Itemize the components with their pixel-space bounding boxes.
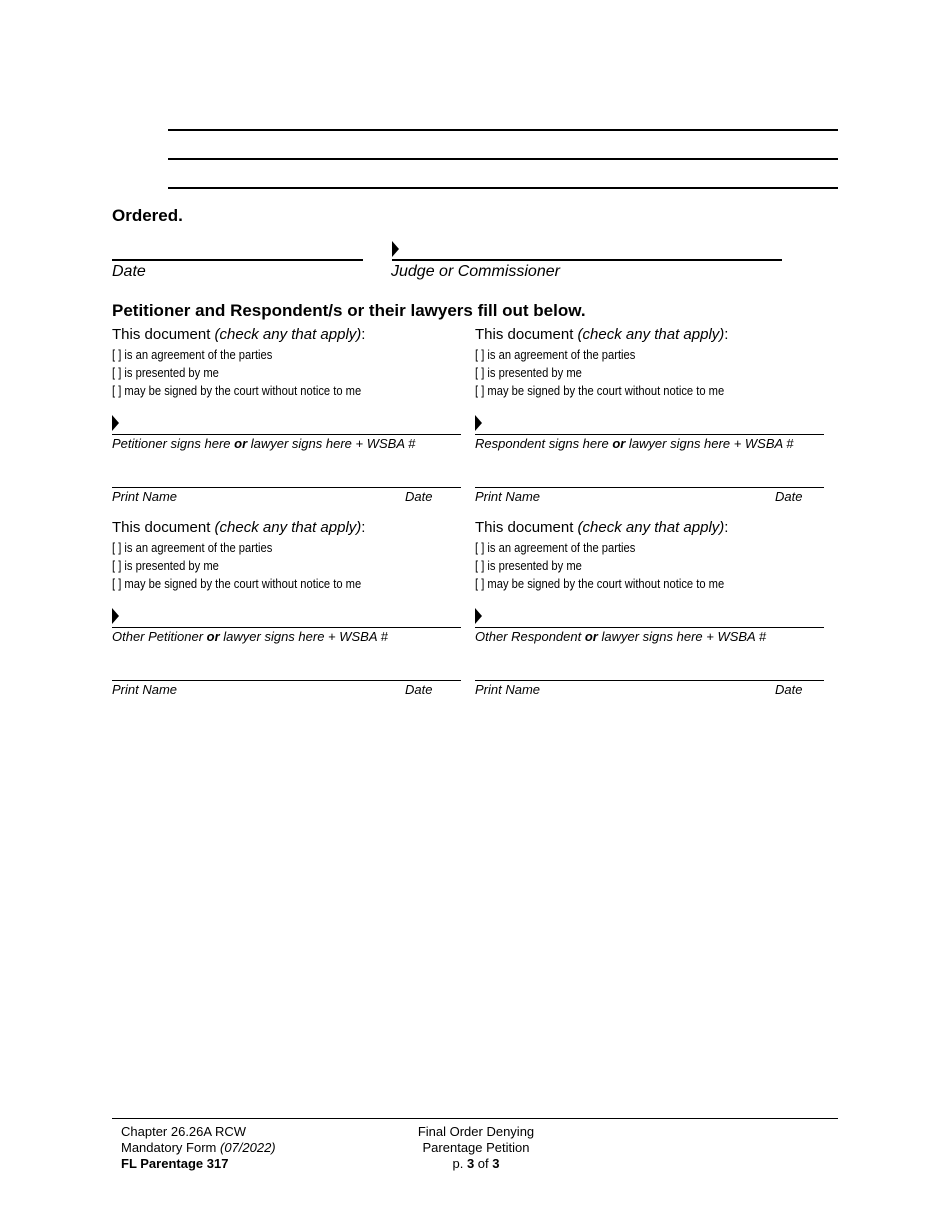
signature-marker-icon [112, 415, 119, 431]
print-name-label: Print Name [475, 489, 541, 504]
signature-line[interactable] [475, 434, 824, 435]
checkbox-option[interactable]: [ ] is presented by me [475, 558, 582, 573]
footer-form-id: FL Parentage 317 [121, 1156, 229, 1171]
date-label: Date [405, 489, 433, 504]
footer-divider [112, 1118, 838, 1119]
footer-chapter: Chapter 26.26A RCW [121, 1124, 247, 1139]
checkbox-option[interactable]: [ ] may be signed by the court without notice to me [112, 576, 362, 591]
checkbox-option[interactable]: [ ] may be signed by the court without notice to me [475, 383, 725, 398]
signature-line[interactable] [112, 434, 461, 435]
print-name-label: Print Name [112, 682, 178, 697]
footer-center [376, 1124, 576, 1172]
signature-marker-icon [112, 608, 119, 624]
checkbox-option[interactable]: [ ] is an agreement of the parties [112, 347, 273, 362]
signature-marker-icon [475, 608, 482, 624]
footer-page: p. 3 of 3 [452, 1156, 500, 1171]
checkbox-option[interactable]: [ ] is an agreement of the parties [475, 347, 636, 362]
signature-marker-icon [475, 415, 482, 431]
document-intro: This document (check any that apply): [475, 519, 729, 536]
date-label: Date [775, 682, 803, 697]
checkbox-option[interactable]: [ ] is presented by me [475, 365, 582, 380]
footer-title-1: Final Order Denying [417, 1124, 535, 1139]
checkbox-option[interactable]: [ ] may be signed by the court without notice to me [112, 383, 362, 398]
print-name-line[interactable] [112, 487, 461, 488]
checkbox-option[interactable]: [ ] is an agreement of the parties [475, 540, 636, 555]
judge-label: Judge or Commissioner [391, 263, 560, 280]
print-name-label: Print Name [475, 682, 541, 697]
signature-label: Respondent signs here or lawyer signs here + WSBA # [475, 436, 794, 451]
checkbox-option[interactable]: [ ] is presented by me [112, 558, 219, 573]
signature-label: Other Respondent or lawyer signs here + WSBA # [475, 629, 767, 644]
signature-label: Other Petitioner or lawyer signs here + WSBA # [112, 629, 388, 644]
signature-label: Petitioner signs here or lawyer signs here + WSBA # [112, 436, 416, 451]
signature-line[interactable] [475, 627, 824, 628]
footer-mandatory: Mandatory Form (07/2022) [121, 1140, 276, 1155]
judge-signature-line[interactable] [392, 259, 782, 261]
date-label: Date [112, 263, 146, 280]
checkbox-option[interactable]: [ ] is an agreement of the parties [112, 540, 273, 555]
print-name-line[interactable] [475, 680, 824, 681]
document-intro: This document (check any that apply): [112, 326, 366, 343]
checkbox-option[interactable]: [ ] is presented by me [112, 365, 219, 380]
checkbox-option[interactable]: [ ] may be signed by the court without notice to me [475, 576, 725, 591]
parties-heading: Petitioner and Respondent/s or their lawyers fill out below. [112, 301, 586, 320]
date-label: Date [405, 682, 433, 697]
print-name-label: Print Name [112, 489, 178, 504]
document-intro: This document (check any that apply): [475, 326, 729, 343]
print-name-line[interactable] [112, 680, 461, 681]
signature-line[interactable] [112, 627, 461, 628]
fill-line-2[interactable] [168, 158, 838, 160]
fill-line-3[interactable] [168, 187, 838, 189]
judge-signature-marker-icon [392, 241, 399, 257]
document-intro: This document (check any that apply): [112, 519, 366, 536]
footer-left [121, 1124, 276, 1172]
date-line[interactable] [112, 259, 363, 261]
footer-title-2: Parentage Petition [422, 1140, 530, 1155]
date-label: Date [775, 489, 803, 504]
print-name-line[interactable] [475, 487, 824, 488]
fill-line-1[interactable] [168, 129, 838, 131]
ordered-heading: Ordered. [112, 206, 183, 225]
